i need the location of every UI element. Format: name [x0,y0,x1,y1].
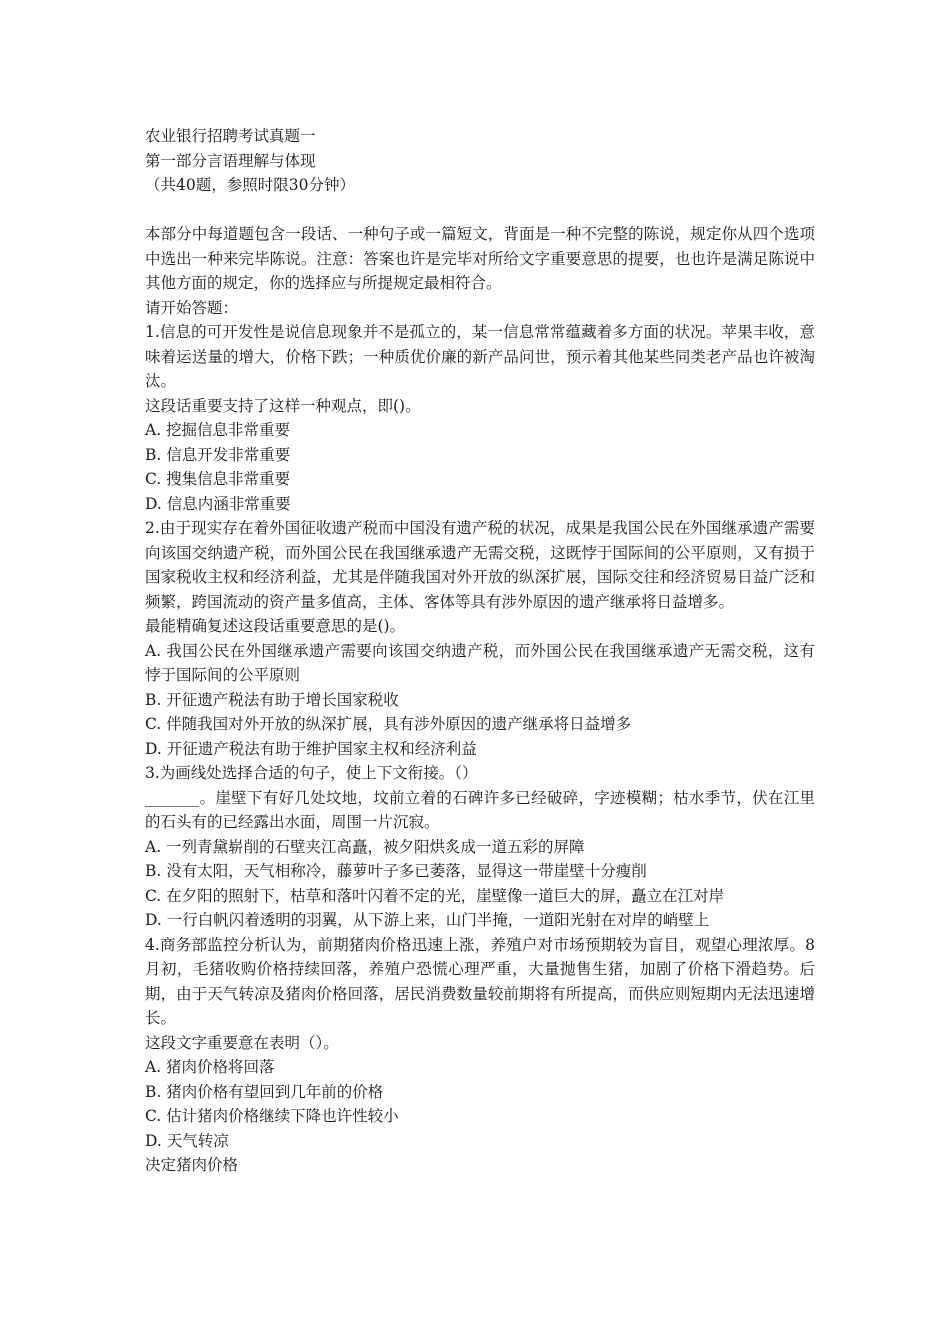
question-1-option-a: A. 挖掘信息非常重要 [145,421,291,439]
question-2-stem: 2.由于现实存在着外国征收遗产税而中国没有遗产税的状况，成果是我国公民在外国继承遗产需要向该国交纳遗产税，而外国公民在我国继承遗产无需交税，这既悖于国际间的公平原则，又有损于国家税收主权和经济利益，尤其是伴随我国对外开放的纵深扩展，国际交往和经济贸易日益广泛和频繁，跨国流动的资产量多值高，主体、客体等具有涉外原因的遗产继承将日益增多。 [145,519,815,611]
question-2-option-b: B. 开征遗产税法有助于增长国家税收 [145,690,399,709]
question-4-option-d: D. 天气转凉 [145,1131,229,1150]
question-4-trailing-text: 决定猪肉价格 [145,1156,239,1174]
question-2-option-d: D. 开征遗产税法有助于维护国家主权和经济利益 [145,739,477,758]
intro-paragraph: 本部分中每道题包含一段话、一种句子或一篇短文，背面是一种不完整的陈说，规定你从四个选项中选出一种来完毕陈说。注意：答案也许是完毕对所给文字重要意思的提要，也也许是满足陈说中其他方面的规定，你的选择应与所提规定最相符合。 [145,225,815,292]
start-prompt: 请开始答题： [145,298,239,317]
section-title: 第一部分言语理解与体现 [145,151,316,170]
section-note: （共40题，参照时限30分钟） [145,176,355,194]
question-1-stem: 1.信息的可开发性是说信息现象并不是孤立的，某一信息常常蕴藏着多方面的状况。苹果丰收，意味着运送量的增大，价格下跌；一种质优价廉的新产品问世，预示着其他某些同类老产品也许被淘汰。 [145,323,815,390]
question-3-option-d: D. 一行白帆闪着透明的羽翼，从下游上来，山门半掩，一道阳光射在对岸的峭壁上 [145,911,710,929]
question-3-option-c: C. 在夕阳的照射下，枯草和落叶闪着不定的光，崖壁像一道巨大的屏，矗立在江对岸 [145,886,725,905]
question-1-option-d: D. 信息内涵非常重要 [145,494,291,513]
question-4-option-b: B. 猪肉价格有望回到几年前的价格 [145,1082,384,1101]
question-2-option-c: C. 伴随我国对外开放的纵深扩展，具有涉外原因的遗产继承将日益增多 [145,715,632,733]
question-4-option-a: A. 猪肉价格将回落 [145,1058,275,1076]
question-4-ask: 这段文字重要意在表明（）。 [145,1033,339,1052]
document-page [145,124,815,1178]
blank-line [145,198,815,223]
question-1-option-c: C. 搜集信息非常重要 [145,470,291,488]
question-2-ask: 最能精确复述这段话重要意思的是()。 [145,617,406,635]
question-4-option-c: C. 估计猪肉价格继续下降也许性较小 [145,1107,399,1125]
question-4-stem: 4.商务部监控分析认为，前期猪肉价格迅速上涨，养殖户对市场预期较为盲目，观望心理浓厚。8月初，毛猪收购价格持续回落，养殖户恐慌心理严重，大量抛售生猪，加剧了价格下滑趋势。后期，由于天气转凉及猪肉价格回落，居民消费数量较前期将有所提高，而供应则短期内无法迅速增长。 [145,935,815,1027]
question-3-option-b: B. 没有太阳，天气相称冷，藤萝叶子多已萎落，显得这一带崖壁十分瘦削 [145,862,647,880]
question-3-stem: 3.为画线处选择合适的句子，使上下文衔接。（） [145,764,478,782]
question-2-option-a: A. 我国公民在外国继承遗产需要向该国交纳遗产税，而外国公民在我国继承遗产无需交税，这有悖于国际间的公平原则 [145,641,815,684]
question-3-option-a: A. 一列青黛崭削的石壁夹江高矗，被夕阳烘炙成一道五彩的屏障 [145,837,585,856]
question-1-option-b: B. 信息开发非常重要 [145,445,291,464]
question-1-ask: 这段话重要支持了这样一种观点，即()。 [145,396,421,415]
question-3-ask: _______。崖壁下有好几处坟地，坟前立着的石碑许多已经破碎，字迹模糊；枯水季节，伏在江里的石头有的已经露出水面，周围一片沉寂。 [145,788,815,831]
document-title: 农业银行招聘考试真题一 [145,127,316,145]
